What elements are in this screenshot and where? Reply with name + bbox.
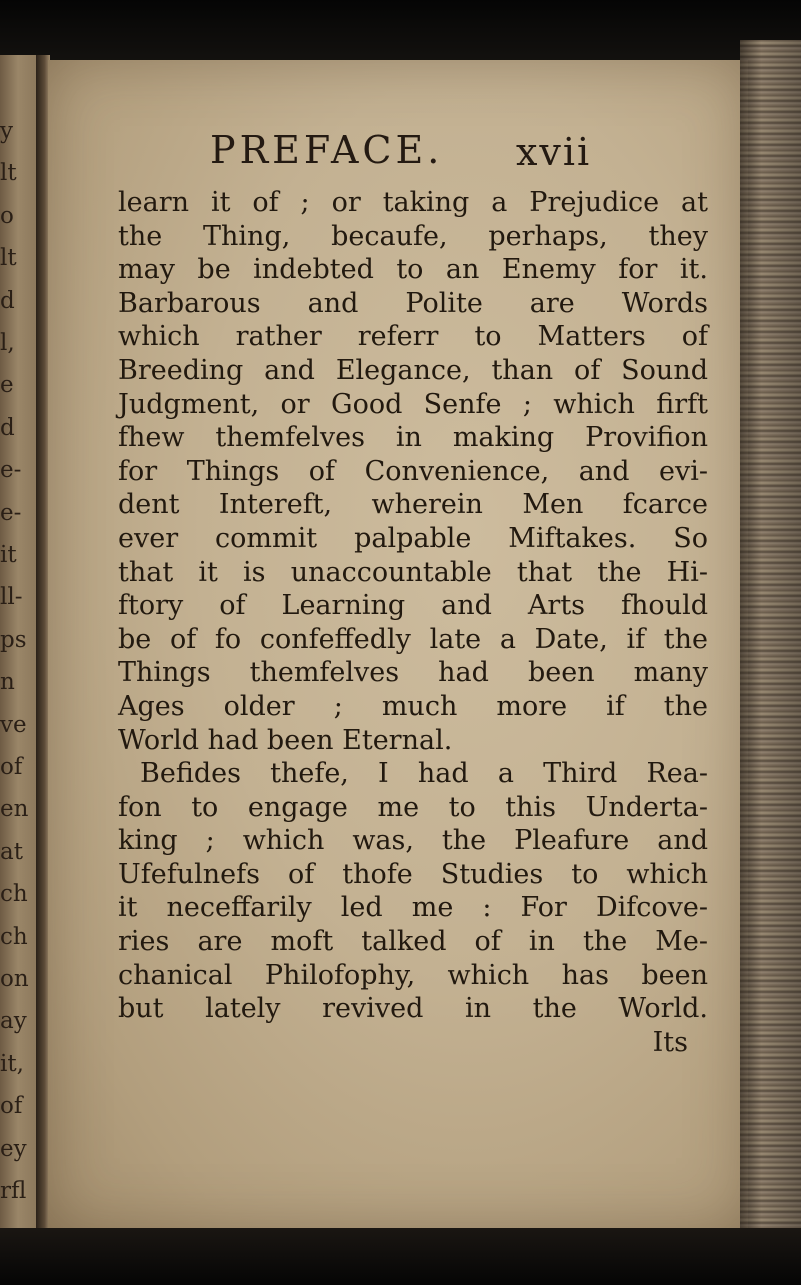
text-line: be of fo confeffedly late a Date, if the — [118, 623, 708, 655]
text-line: fhew themfelves in making Provifion — [118, 422, 708, 454]
facing-page-fragment: ll- — [0, 584, 23, 611]
text-line: Breeding and Elegance, than of Sound — [118, 354, 708, 386]
scan-background-bottom — [0, 1228, 801, 1285]
text-line: Things themfelves had been many — [118, 657, 708, 689]
catchword: Its — [652, 1026, 688, 1058]
text-line: learn it of ; or taking a Prejudice at — [118, 187, 708, 218]
facing-page-fragment: n — [0, 669, 15, 696]
text-line: ever commit palpable Miftakes. So — [118, 522, 708, 554]
facing-page-fragment: o — [0, 202, 14, 229]
text-line: king ; which was, the Pleafure and — [118, 825, 708, 857]
facing-page-fragment: e- — [0, 457, 22, 484]
text-line: the Thing, becaufe, perhaps, they — [118, 220, 708, 252]
running-head — [210, 128, 630, 188]
facing-page-fragment: e — [0, 372, 14, 399]
facing-page-fragment: of — [0, 1093, 23, 1120]
facing-page-fragment: l, — [0, 330, 15, 356]
page-title: PREFACE. — [210, 128, 444, 172]
facing-page-fragment: d — [0, 414, 15, 441]
facing-page-edge — [0, 55, 40, 1235]
text-line: but lately revived in the World. — [118, 993, 708, 1025]
text-line: ftory of Learning and Arts fhould — [118, 590, 708, 622]
text-line: Judgment, or Good Senfe ; which firft — [118, 388, 708, 420]
page-number: xvii — [516, 130, 592, 174]
facing-page-fragment: on — [0, 966, 29, 992]
facing-page-fragment: e- — [0, 499, 22, 526]
facing-page-fragment: ch — [0, 881, 28, 908]
page-stack-edges — [740, 40, 801, 1250]
text-line: chanical Philofophy, which has been — [118, 959, 708, 991]
text-line: that it is unaccountable that the Hi- — [118, 556, 708, 588]
text-line: which rather referr to Matters of — [118, 321, 708, 353]
facing-page-fragment: ps — [0, 626, 27, 653]
facing-page-fragment: lt — [0, 245, 17, 272]
text-line: dent Intereft, wherein Men fcarce — [118, 489, 708, 521]
facing-page-fragment: at — [0, 838, 23, 865]
text-line: Ages older ; much more if the — [118, 690, 708, 722]
text-line: for Things of Convenience, and evi- — [118, 455, 708, 487]
text-line: fon to engage me to this Underta- — [118, 791, 708, 823]
facing-page-fragment: of — [0, 754, 23, 780]
facing-page-fragment: ey — [0, 1135, 27, 1162]
text-line: it neceffarily led me : For Difcove- — [118, 892, 708, 924]
facing-page-fragment: ay — [0, 1008, 27, 1035]
facing-page-fragment: ve — [0, 711, 27, 738]
facing-page-fragment: en — [0, 796, 29, 823]
text-line: World had been Eternal. — [118, 724, 453, 756]
facing-page-fragment: it — [0, 542, 17, 568]
paragraph-start-line: Befides thefe, I had a Third Rea- — [140, 758, 708, 790]
facing-page-fragment: rfl — [0, 1178, 27, 1204]
text-line: Barbarous and Polite are Words — [118, 287, 708, 319]
facing-page-fragment: y — [0, 118, 13, 144]
text-line: ries are moft talked of in the Me- — [118, 926, 708, 958]
facing-page-fragment: it, — [0, 1050, 24, 1077]
text-line: may be indebted to an Enemy for it. — [118, 254, 708, 286]
body-text — [118, 186, 718, 1059]
facing-page-fragment: ch — [0, 923, 28, 950]
facing-page-fragment: d — [0, 287, 15, 314]
facing-page-fragment: lt — [0, 160, 17, 187]
text-line: Ufefulnefs of thofe Studies to which — [118, 858, 708, 890]
